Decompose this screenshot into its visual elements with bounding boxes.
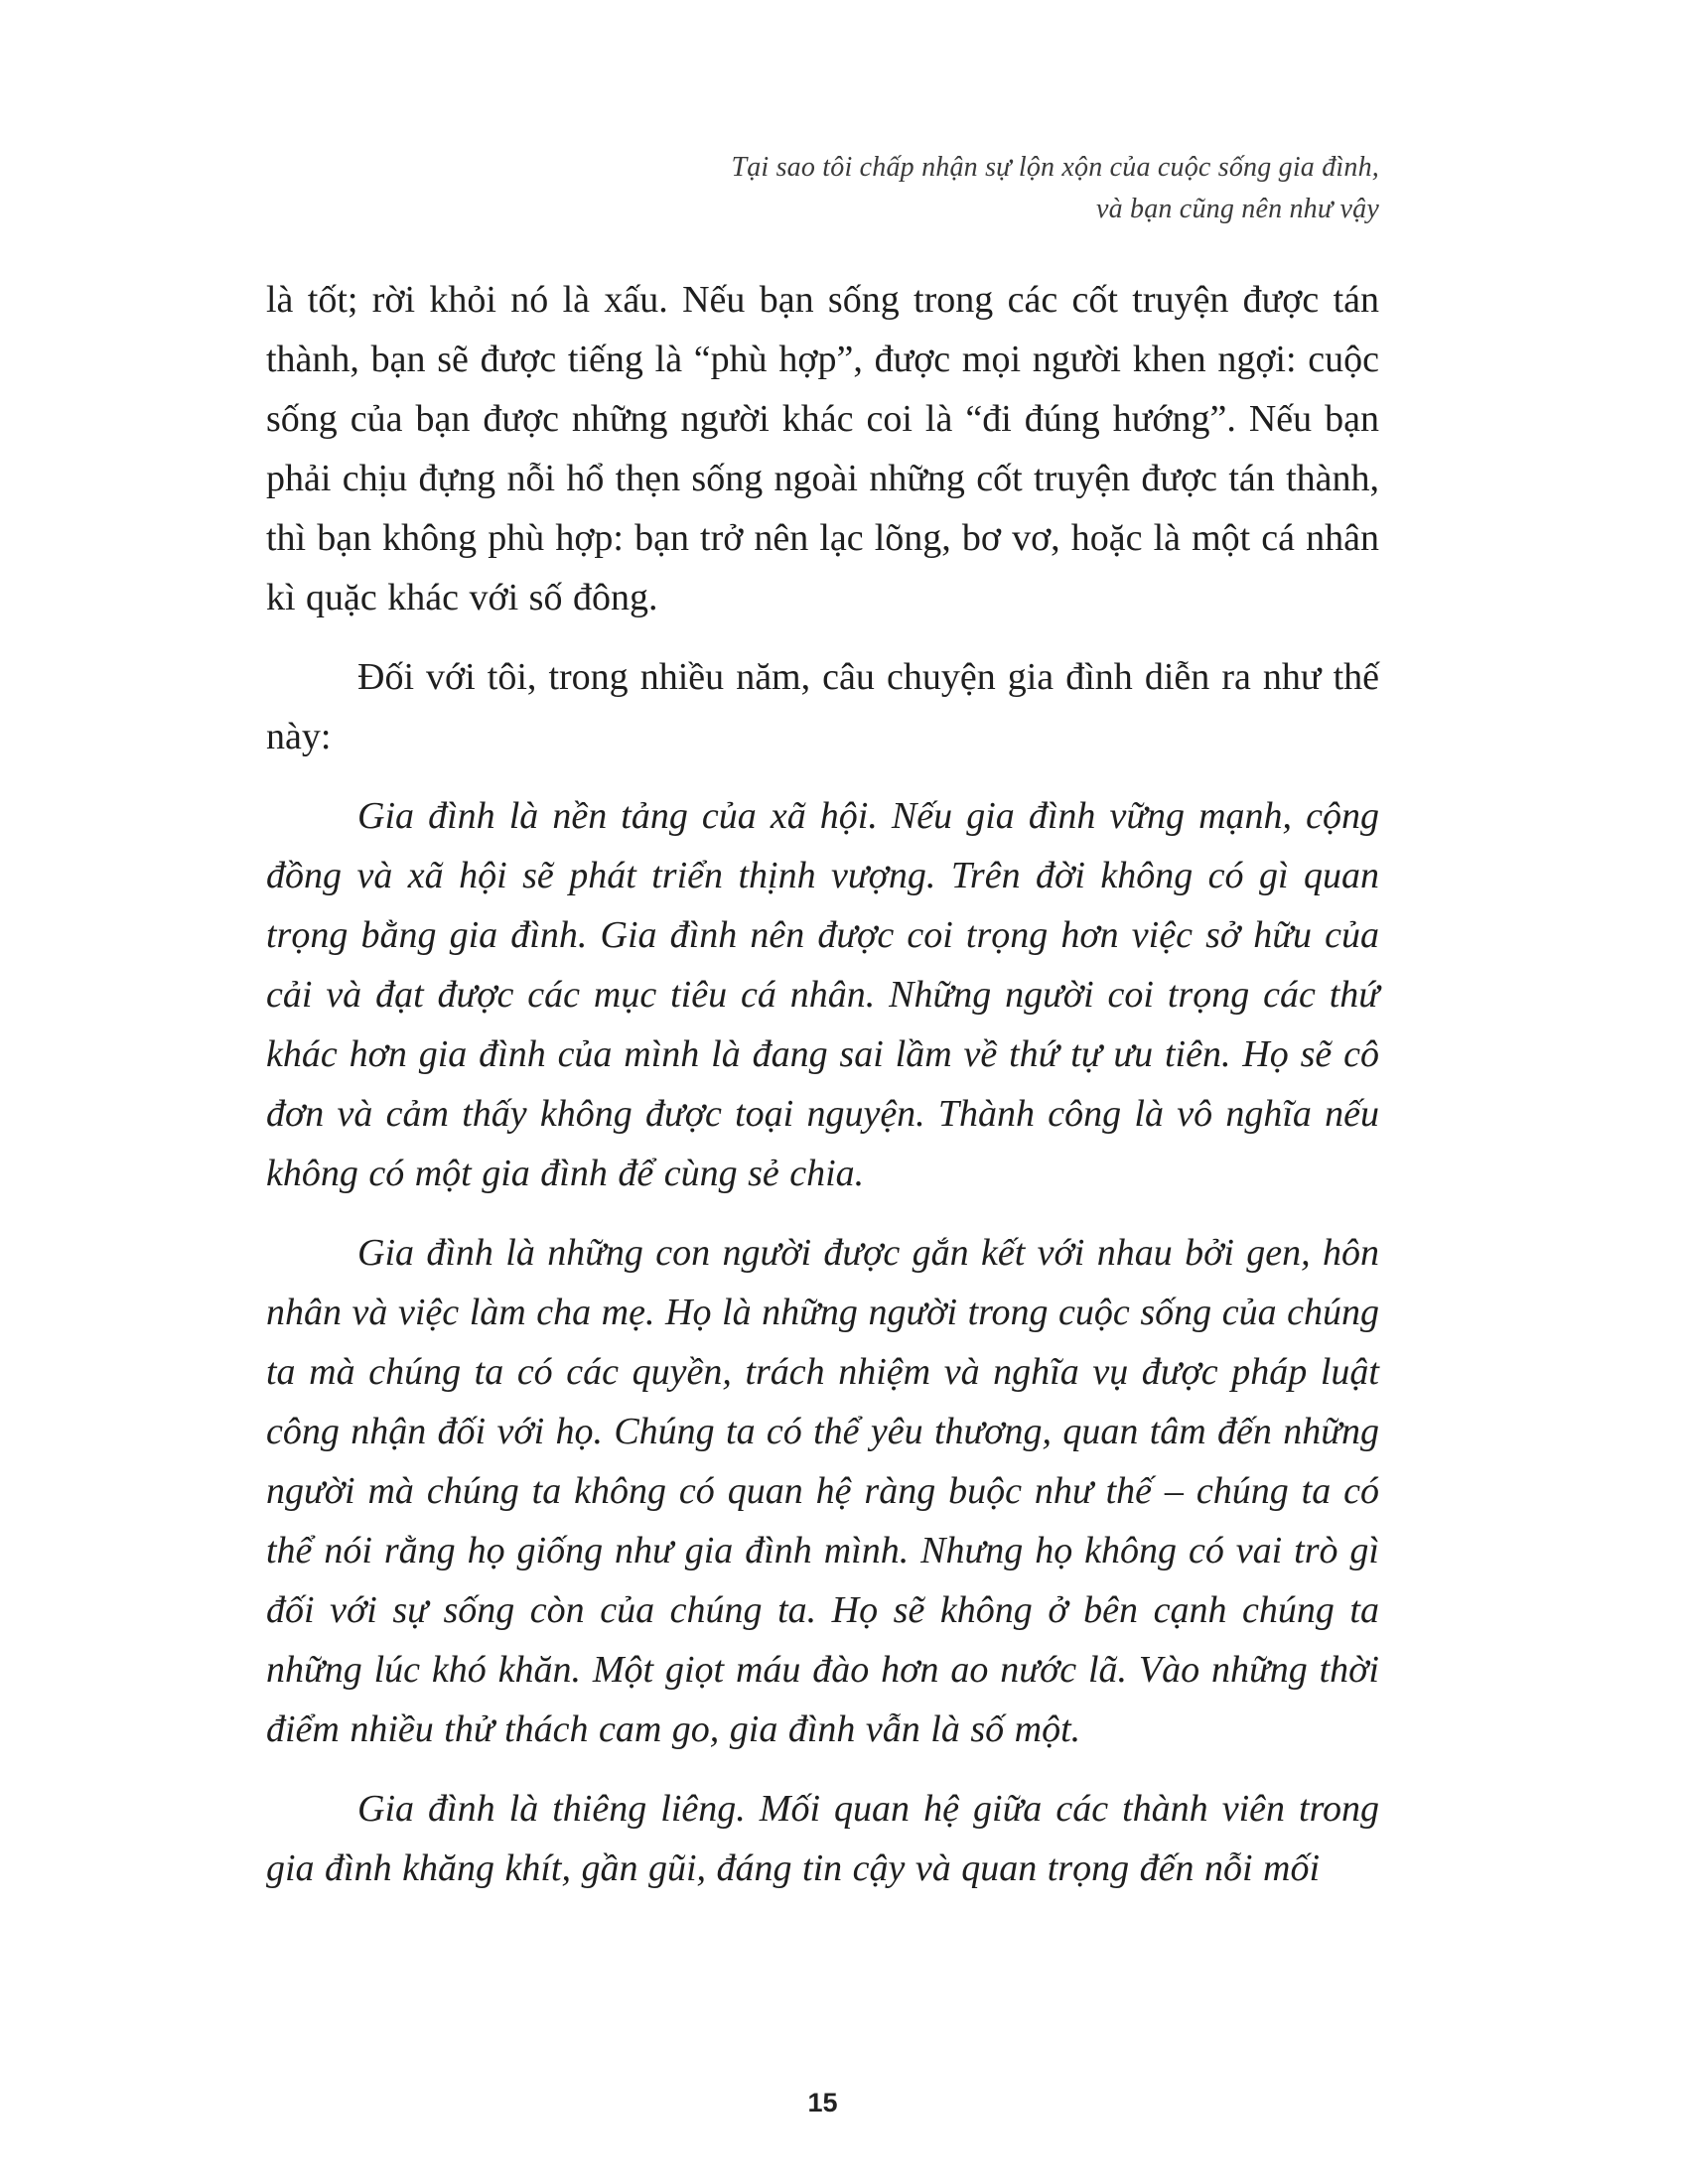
running-header	[731, 147, 1379, 230]
running-header-line1: Tại sao tôi chấp nhận sự lộn xộn của cuộc sống gia đình,	[731, 152, 1379, 183]
paragraph-continuation: là tốt; rời khỏi nó là xấu. Nếu bạn sống trong các cốt truyện được tán thành, bạn sẽ được tiếng là “phù hợp”, được mọi người khen ngợi: cuộc sống của bạn được những người khác coi là “đi đúng hướng”. Nếu bạn phải chịu đựng nỗi hổ thẹn sống ngoài những cốt truyện được tán thành, thì bạn không phù hợp: bạn trở nên lạc lõng, bơ vơ, hoặc là một cá nhân kì quặc khác với số đông.	[266, 279, 1379, 618]
running-header-line2: và bạn cũng nên như vậy	[1095, 194, 1379, 224]
page-body	[266, 270, 1379, 1918]
page-number: 15	[807, 2088, 838, 2117]
paragraph-quote-foundation: Gia đình là nền tảng của xã hội. Nếu gia đình vững mạnh, cộng đồng và xã hội sẽ phát triển thịnh vượng. Trên đời không có gì quan trọng bằng gia đình. Gia đình nên được coi trọng hơn việc sở hữu của cải và đạt được các mục tiêu cá nhân. Những người coi trọng các thứ khác hơn gia đình của mình là đang sai lầm về thứ tự ưu tiên. Họ sẽ cô đơn và cảm thấy không được toại nguyện. Thành công là vô nghĩa nếu không có một gia đình để cùng sẻ chia.	[266, 795, 1379, 1194]
paragraph-quote-sacred: Gia đình là thiêng liêng. Mối quan hệ giữa các thành viên trong gia đình khăng khít, gần gũi, đáng tin cậy và quan trọng đến nỗi mối	[266, 1788, 1379, 1889]
paragraph-intro: Đối với tôi, trong nhiều năm, câu chuyện gia đình diễn ra như thế này:	[266, 656, 1379, 757]
paragraph-quote-definition: Gia đình là những con người được gắn kết với nhau bởi gen, hôn nhân và việc làm cha mẹ. Họ là những người trong cuộc sống của chúng ta mà chúng ta có các quyền, trách nhiệm và nghĩa vụ được pháp luật công nhận đối với họ. Chúng ta có thể yêu thương, quan tâm đến những người mà chúng ta không có quan hệ ràng buộc như thế – chúng ta có thể nói rằng họ giống như gia đình mình. Nhưng họ không có vai trò gì đối với sự sống còn của chúng ta. Họ sẽ không ở bên cạnh chúng ta những lúc khó khăn. Một giọt máu đào hơn ao nước lã. Vào những thời điểm nhiều thử thách cam go, gia đình vẫn là số một.	[266, 1232, 1379, 1750]
